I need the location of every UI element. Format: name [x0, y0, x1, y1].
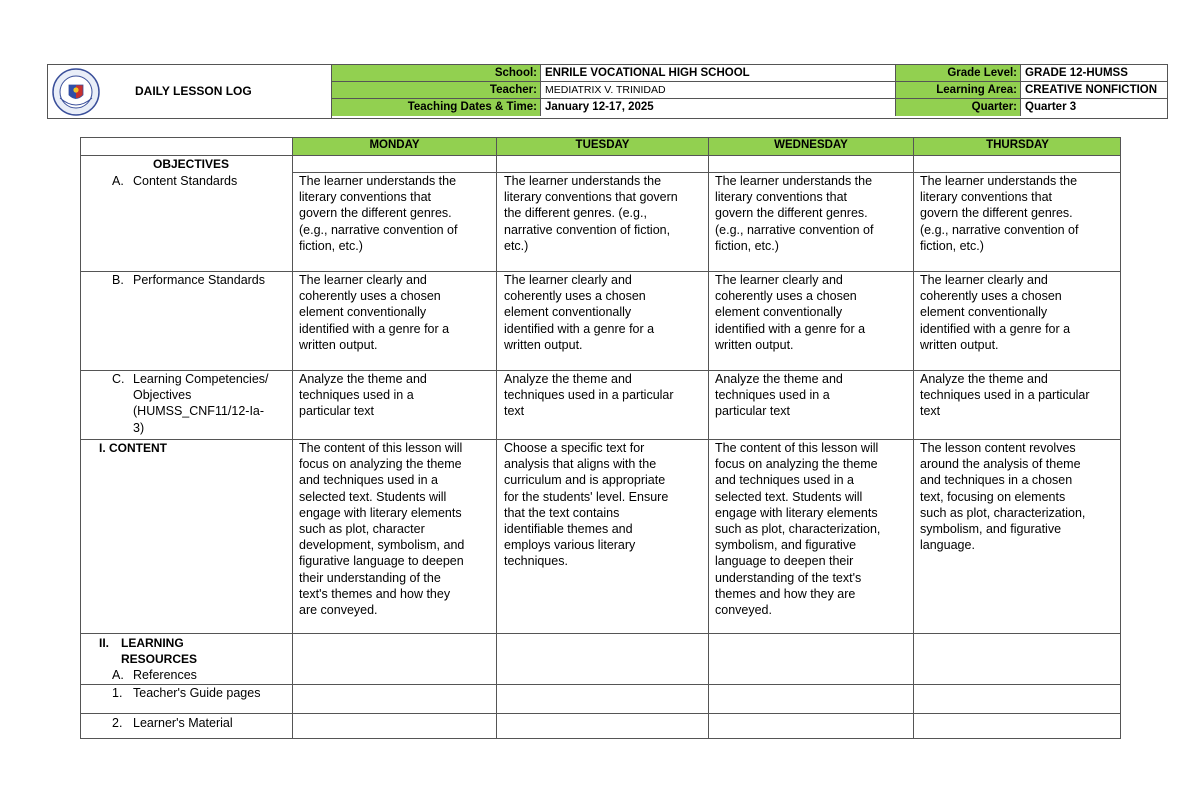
performance-standards-num: B.	[112, 273, 124, 287]
cell-line: such as plot, characterization,	[715, 522, 881, 537]
cell-line: analysis that aligns with the	[504, 457, 657, 472]
table-border	[292, 137, 293, 738]
cell-line: literary conventions that govern	[504, 190, 678, 205]
cell-line: engage with literary elements	[715, 505, 878, 520]
cell-line: The content of this lesson will	[299, 441, 463, 455]
cell-line: the different genres. (e.g.,	[504, 206, 647, 221]
table-border	[913, 137, 914, 738]
cell-line: text	[920, 404, 941, 419]
cell-line: development, symbolism, and	[299, 538, 465, 553]
grade-label: Grade Level:	[896, 65, 1021, 82]
cell-line: Analyze the theme and	[920, 372, 1048, 386]
cell-line: written output.	[920, 337, 999, 352]
cell-line: techniques used in a particular	[920, 388, 1090, 403]
cell-line: Analyze the theme and	[299, 372, 427, 386]
area-label: Learning Area:	[896, 82, 1021, 99]
cell-line: element conventionally	[299, 305, 427, 320]
competencies-label-line: (HUMSS_CNF11/12-Ia-	[133, 404, 265, 419]
competencies-cell	[299, 371, 427, 420]
table-border	[708, 137, 709, 738]
cell-line: (e.g., narrative convention of	[715, 222, 874, 237]
cell-line: conveyed.	[715, 603, 772, 618]
cell-line: coherently uses a chosen	[504, 289, 646, 304]
table-border	[80, 633, 1121, 634]
cell-line: The learner clearly and	[715, 273, 843, 287]
cell-line: their understanding of the	[299, 570, 441, 585]
cell-line: The learner understands the	[299, 174, 457, 188]
dates-value: January 12-17, 2025	[541, 99, 896, 116]
day-header-wednesday: WEDNESDAY	[709, 137, 913, 155]
cell-line: (e.g., narrative convention of	[920, 222, 1079, 237]
day-header-tuesday: TUESDAY	[497, 137, 708, 155]
cell-line: language to deepen their	[715, 554, 854, 569]
cell-line: (e.g., narrative convention of	[299, 222, 458, 237]
objectives-label: OBJECTIVES	[153, 157, 230, 171]
cell-line: written output.	[715, 337, 794, 352]
cell-line: identified with a genre for a	[504, 321, 655, 336]
cell-line: and techniques used in a	[715, 473, 854, 488]
cell-line: govern the different genres.	[299, 206, 452, 221]
competencies-num: C.	[112, 372, 125, 386]
cell-line: employs various literary	[504, 538, 636, 553]
cell-line: that the text contains	[504, 505, 620, 520]
cell-line: The learner clearly and	[299, 273, 427, 287]
cell-line: govern the different genres.	[920, 206, 1073, 221]
cell-line: The content of this lesson will	[715, 441, 879, 455]
cell-line: focus on analyzing the theme	[715, 457, 878, 472]
cell-line: themes and how they are	[715, 586, 856, 601]
header-row-1	[332, 65, 1167, 83]
teachers-guide-num: 1.	[112, 686, 123, 700]
cell-line: techniques used in a	[299, 388, 414, 403]
cell-line: particular text	[299, 404, 375, 419]
resources-label	[121, 635, 197, 667]
cell-line: The learner understands the	[920, 174, 1078, 188]
cell-line: govern the different genres.	[715, 206, 868, 221]
resources-label-line: RESOURCES	[121, 652, 198, 667]
table-border	[496, 137, 497, 738]
cell-line: and techniques in a chosen	[920, 473, 1073, 488]
cell-line: understanding of the text's	[715, 570, 862, 585]
cell-line: techniques.	[504, 554, 568, 569]
cell-line: identifiable themes and	[504, 522, 633, 537]
teacher-label: Teacher:	[332, 82, 541, 99]
content-cell	[299, 440, 464, 618]
cell-line: language.	[920, 538, 975, 553]
cell-line: techniques used in a particular	[504, 388, 674, 403]
content-cell	[715, 440, 880, 618]
header-row-2	[332, 82, 1167, 100]
competencies-cell	[715, 371, 843, 420]
cell-line: literary conventions that	[920, 190, 1053, 205]
table-border	[80, 155, 1121, 156]
content-cell	[920, 440, 1085, 553]
cell-line: element conventionally	[504, 305, 632, 320]
cell-line: identified with a genre for a	[299, 321, 450, 336]
grade-value: GRADE 12-HUMSS	[1021, 65, 1167, 82]
cell-line: The learner clearly and	[504, 273, 632, 287]
cell-line: The learner clearly and	[920, 273, 1048, 287]
cell-line: Choose a specific text for	[504, 441, 645, 455]
cell-line: written output.	[299, 337, 378, 352]
page-title: DAILY LESSON LOG	[135, 84, 252, 98]
performance-standards-label: Performance Standards	[133, 273, 266, 287]
cell-line: coherently uses a chosen	[299, 289, 441, 304]
table-border	[80, 137, 1121, 138]
cell-line: such as plot, characterization,	[920, 505, 1086, 520]
table-border	[80, 137, 81, 738]
cell-line: fiction, etc.)	[299, 238, 363, 253]
deped-seal-icon	[52, 68, 100, 116]
quarter-value: Quarter 3	[1025, 101, 1077, 113]
logo-cell	[48, 65, 332, 118]
cell-line: identified with a genre for a	[715, 321, 866, 336]
competencies-label	[133, 371, 269, 436]
learners-material-label: Learner's Material	[133, 716, 233, 730]
area-value: CREATIVE NONFICTION	[1021, 82, 1167, 99]
quarter-label: Quarter:	[896, 99, 1021, 116]
competencies-label-line: Objectives	[133, 388, 192, 403]
cell-line: etc.)	[504, 238, 529, 253]
competencies-label-line: 3)	[133, 420, 145, 435]
content-cell	[504, 440, 668, 570]
cell-line: The lesson content revolves	[920, 441, 1076, 455]
cell-line: selected text. Students will	[299, 489, 447, 504]
cell-line: narrative convention of fiction,	[504, 222, 671, 237]
teacher-value: MEDIATRIX V. TRINIDAD	[541, 82, 896, 99]
cell-line: literary conventions that	[715, 190, 848, 205]
cell-line: text's themes and how they	[299, 586, 451, 601]
references-num: A.	[112, 668, 124, 682]
content-standards-cell	[299, 173, 457, 254]
table-border	[80, 713, 1121, 714]
cell-line: literary conventions that	[299, 190, 432, 205]
cell-line: fiction, etc.)	[920, 238, 984, 253]
cell-line: such as plot, character	[299, 522, 425, 537]
cell-line: Analyze the theme and	[715, 372, 843, 386]
competencies-cell	[920, 371, 1090, 420]
resources-label-line: LEARNING	[121, 636, 184, 650]
performance-standards-cell	[715, 272, 865, 353]
cell-line: coherently uses a chosen	[715, 289, 857, 304]
learners-material-num: 2.	[112, 716, 123, 730]
cell-line: symbolism, and figurative	[920, 522, 1062, 537]
performance-standards-cell	[920, 272, 1070, 353]
cell-line: focus on analyzing the theme	[299, 457, 462, 472]
cell-line: element conventionally	[715, 305, 843, 320]
day-header-thursday: THURSDAY	[914, 137, 1121, 155]
content-standards-cell	[920, 173, 1078, 254]
cell-line: and techniques used in a	[299, 473, 438, 488]
cell-line: text	[504, 404, 525, 419]
cell-line: selected text. Students will	[715, 489, 863, 504]
school-value: ENRILE VOCATIONAL HIGH SCHOOL	[541, 65, 896, 82]
content-standards-cell	[504, 173, 678, 254]
dates-label: Teaching Dates & Time:	[332, 99, 541, 116]
school-label: School:	[332, 65, 541, 82]
table-border	[80, 738, 1121, 739]
cell-line: The learner understands the	[715, 174, 873, 188]
header-row-3	[332, 99, 1167, 117]
competencies-label-line: Learning Competencies/	[133, 372, 269, 386]
cell-line: text, focusing on elements	[920, 489, 1066, 504]
table-border	[1120, 137, 1121, 738]
cell-line: techniques used in a	[715, 388, 830, 403]
performance-standards-cell	[299, 272, 449, 353]
teachers-guide-label: Teacher's Guide pages	[133, 686, 261, 700]
cell-line: are conveyed.	[299, 603, 378, 618]
cell-line: symbolism, and figurative	[715, 538, 857, 553]
cell-line: figurative language to deepen	[299, 554, 464, 569]
cell-line: particular text	[715, 404, 791, 419]
content-standards-cell	[715, 173, 873, 254]
day-header-monday: MONDAY	[293, 137, 496, 155]
competencies-cell	[504, 371, 674, 420]
cell-line: The learner understands the	[504, 174, 662, 188]
corner-cell	[80, 137, 292, 155]
content-standards-num: A.	[112, 174, 124, 188]
references-label: References	[133, 668, 197, 682]
cell-line: coherently uses a chosen	[920, 289, 1062, 304]
cell-line: identified with a genre for a	[920, 321, 1071, 336]
performance-standards-cell	[504, 272, 654, 353]
cell-line: fiction, etc.)	[715, 238, 779, 253]
cell-line: written output.	[504, 337, 583, 352]
resources-num: II.	[99, 636, 110, 650]
cell-line: around the analysis of theme	[920, 457, 1081, 472]
cell-line: Analyze the theme and	[504, 372, 632, 386]
cell-line: for the students' level. Ensure	[504, 489, 669, 504]
cell-line: curriculum and is appropriate	[504, 473, 666, 488]
header-table	[47, 64, 1168, 119]
content-label: I. CONTENT	[99, 441, 167, 455]
cell-line: engage with literary elements	[299, 505, 462, 520]
content-standards-label: Content Standards	[133, 174, 238, 188]
cell-line: element conventionally	[920, 305, 1048, 320]
